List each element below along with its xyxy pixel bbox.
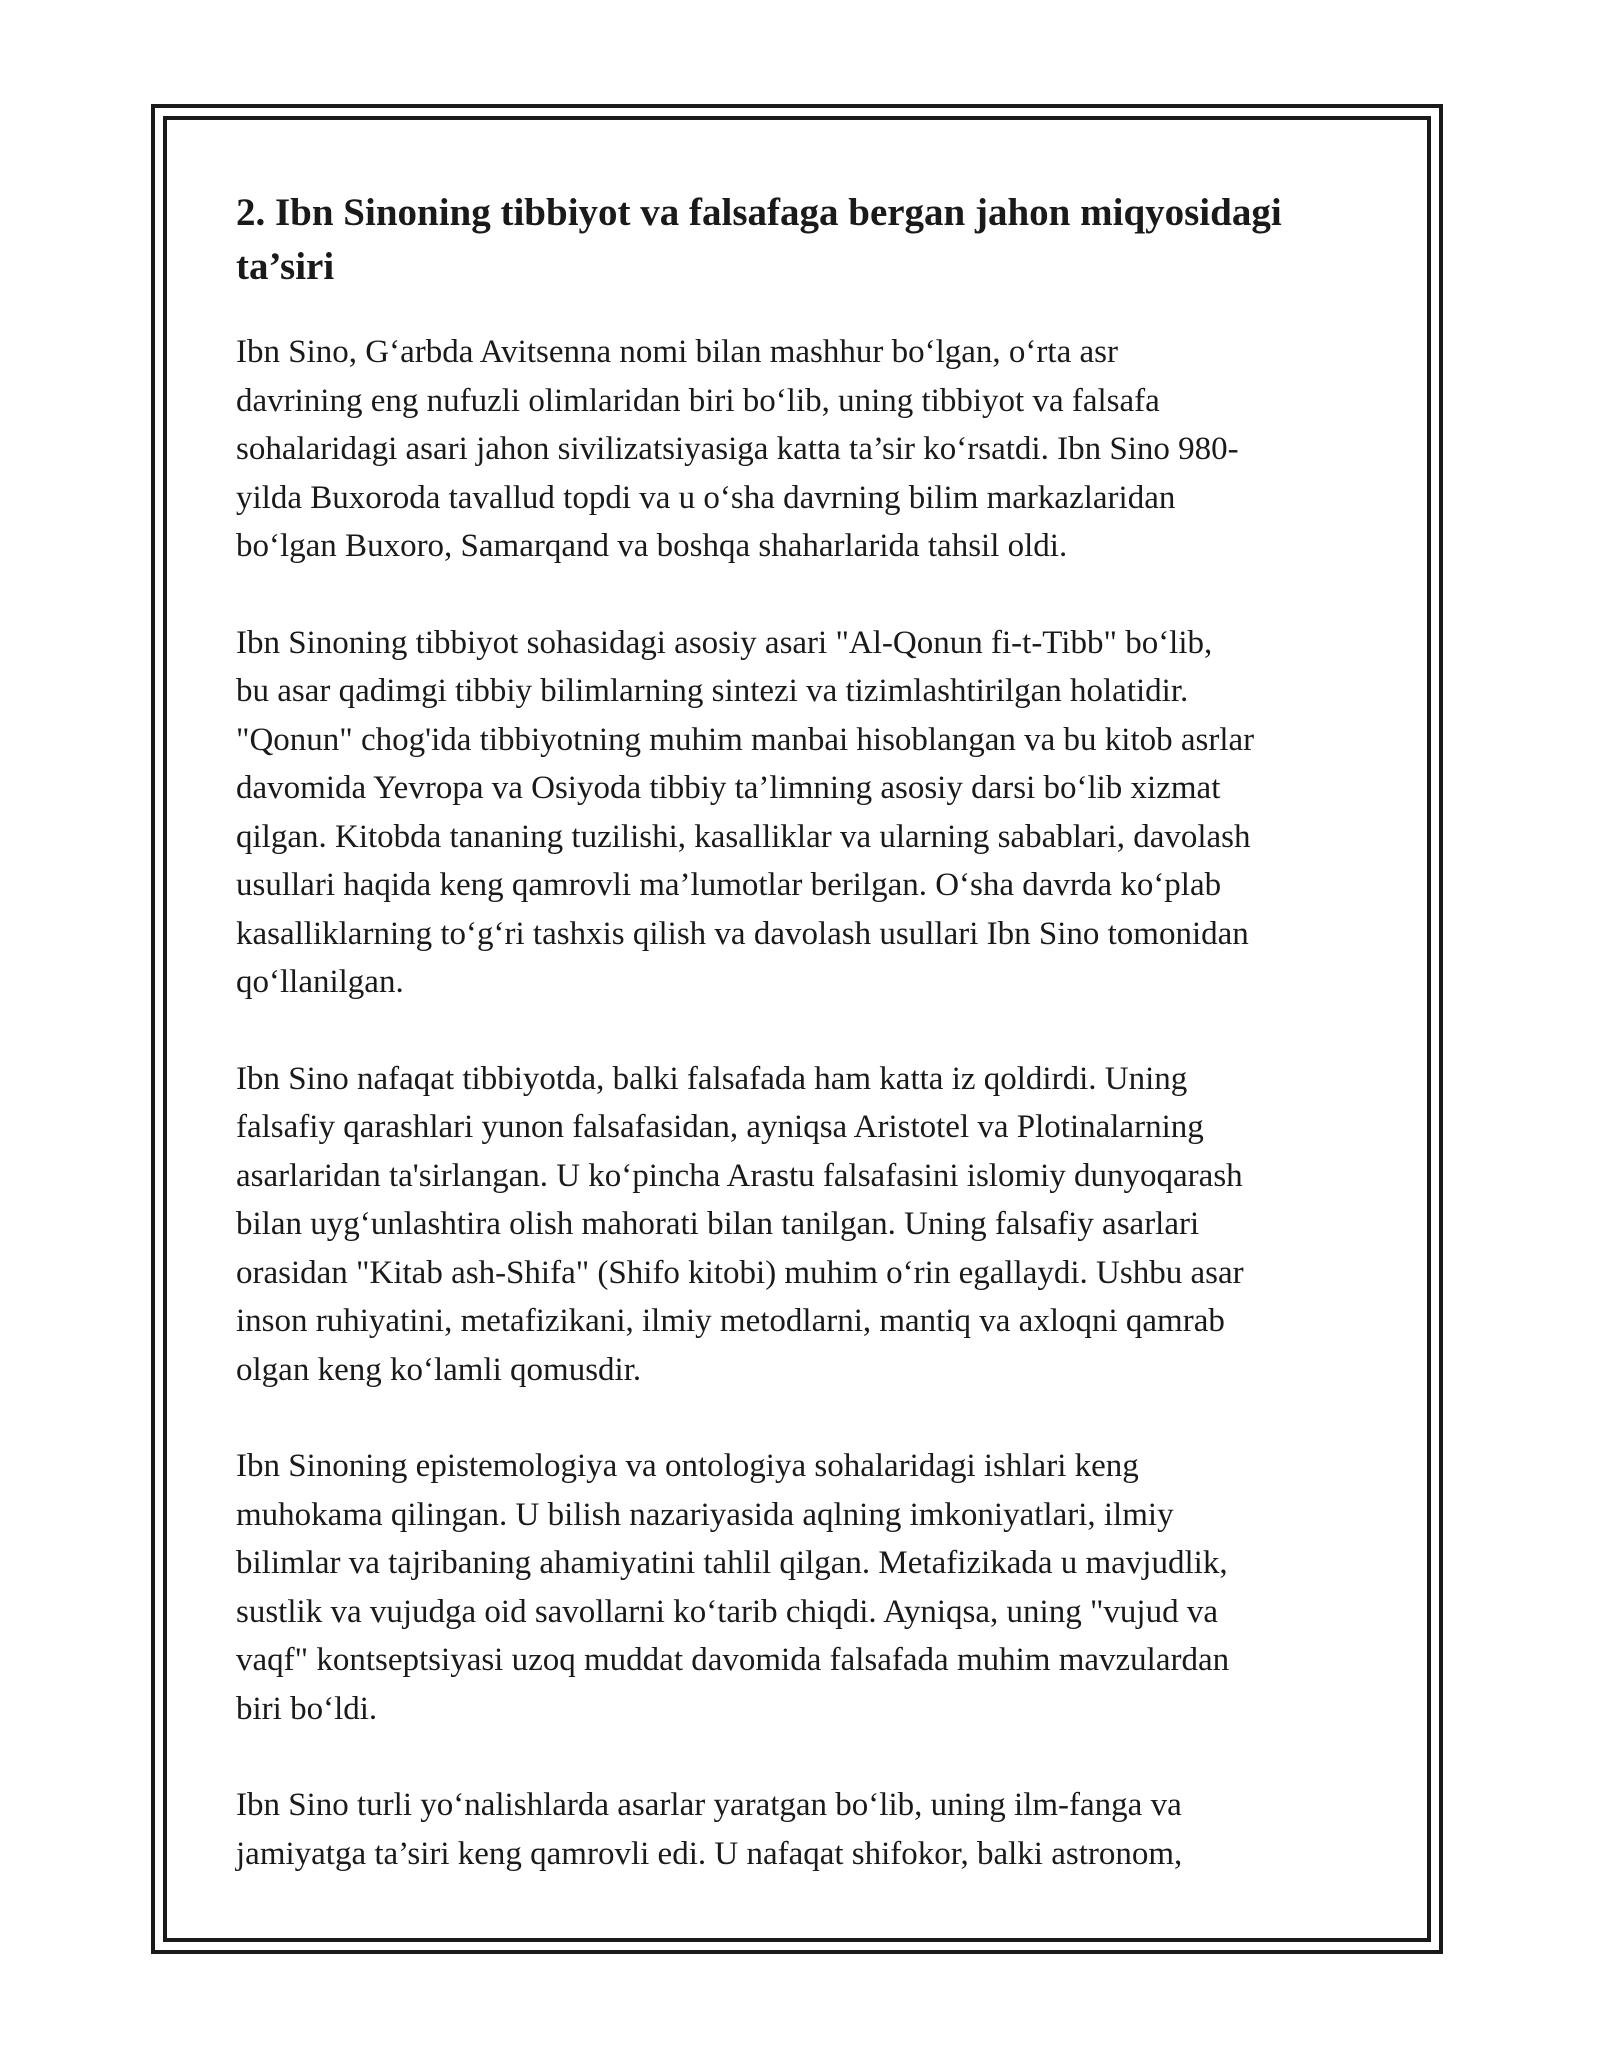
heading-line: ta’siri <box>236 245 335 288</box>
text-line: inson ruhiyatini, metafizikani, ilmiy metodlarni, mantiq va axloqni qamrab <box>236 1303 1225 1339</box>
text-line: davrining eng nufuzli olimlaridan biri bo‘lib, uning tibbiyot va falsafa <box>236 382 1160 419</box>
text-line: falsafiy qarashlari yunon falsafasidan, ayniqsa Aristotel va Plotinalarning <box>236 1109 1204 1145</box>
text-line: sustlik va vujudga oid savollarni ko‘tarib chiqdi. Ayniqsa, uning "vujud va <box>236 1593 1218 1630</box>
text-line: bo‘lgan Buxoro, Samarqand va boshqa shaharlarida tahsil oldi. <box>236 528 1068 564</box>
text-line: muhokama qilingan. U bilish nazariyasida aqlning imkoniyatlari, ilmiy <box>236 1496 1174 1533</box>
document-body <box>236 186 1372 1926</box>
text-line: Ibn Sinoning epistemologiya va ontologiya sohalaridagi ishlari keng <box>236 1448 1139 1484</box>
text-line: qo‘llanilgan. <box>236 964 404 1000</box>
text-line: jamiyatga ta’siri keng qamrovli edi. U nafaqat shifokor, balki astronom, <box>236 1835 1183 1872</box>
text-line: "Qonun" chog'ida tibbiyotning muhim manbai hisoblangan va bu kitob asrlar <box>236 721 1255 758</box>
paragraph-1 <box>236 328 1372 571</box>
text-line: kasalliklarning to‘g‘ri tashxis qilish va davolash usullari Ibn Sino tomonidan <box>236 915 1249 952</box>
text-line: orasidan "Kitab ash-Shifa" (Shifo kitobi) muhim o‘rin egallaydi. Ushbu asar <box>236 1254 1244 1291</box>
text-line: usullari haqida keng qamrovli ma’lumotlar berilgan. O‘sha davrda ko‘plab <box>236 867 1222 903</box>
text-line: Ibn Sino, G‘arbda Avitsenna nomi bilan mashhur bo‘lgan, o‘rta asr <box>236 334 1118 370</box>
paragraph-4 <box>236 1442 1372 1733</box>
section-heading <box>236 186 1372 294</box>
paragraph-3 <box>236 1055 1372 1395</box>
text-line: bilan uyg‘unlashtira olish mahorati bilan tanilgan. Uning falsafiy asarlari <box>236 1206 1200 1242</box>
text-line: asarlaridan ta'sirlangan. U ko‘pincha Arastu falsafasini islomiy dunyoqarash <box>236 1157 1243 1194</box>
text-line: yilda Buxoroda tavallud topdi va u o‘sha davrning bilim markazlaridan <box>236 479 1176 516</box>
paragraph-5 <box>236 1781 1372 1878</box>
paragraph-2 <box>236 619 1372 1007</box>
text-line: sohalaridagi asari jahon sivilizatsiyasiga katta ta’sir ko‘rsatdi. Ibn Sino 980- <box>236 431 1239 467</box>
text-line: Ibn Sino nafaqat tibbiyotda, balki falsafada ham katta iz qoldirdi. Uning <box>236 1060 1188 1097</box>
text-line: Ibn Sino turli yo‘nalishlarda asarlar yaratgan bo‘lib, uning ilm-fanga va <box>236 1787 1182 1823</box>
text-line: Ibn Sinoning tibbiyot sohasidagi asosiy asari "Al-Qonun fi-t-Tibb" bo‘lib, <box>236 624 1213 661</box>
text-line: biri bo‘ldi. <box>236 1690 378 1727</box>
text-line: qilgan. Kitobda tananing tuzilishi, kasalliklar va ularning sabablari, davolash <box>236 818 1251 855</box>
text-line: olgan keng ko‘lamli qomusdir. <box>236 1351 642 1388</box>
text-line: davomida Yevropa va Osiyoda tibbiy ta’limning asosiy darsi bo‘lib xizmat <box>236 770 1221 806</box>
text-line: bu asar qadimgi tibbiy bilimlarning sintezi va tizimlashtirilgan holatidir. <box>236 673 1189 709</box>
text-line: bilimlar va tajribaning ahamiyatini tahlil qilgan. Metafizikada u mavjudlik, <box>236 1545 1228 1581</box>
text-line: vaqf" kontseptsiyasi uzoq muddat davomida falsafada muhim mavzulardan <box>236 1642 1230 1678</box>
heading-line: 2. Ibn Sinoning tibbiyot va falsafaga bergan jahon miqyosidagi <box>236 191 1282 234</box>
